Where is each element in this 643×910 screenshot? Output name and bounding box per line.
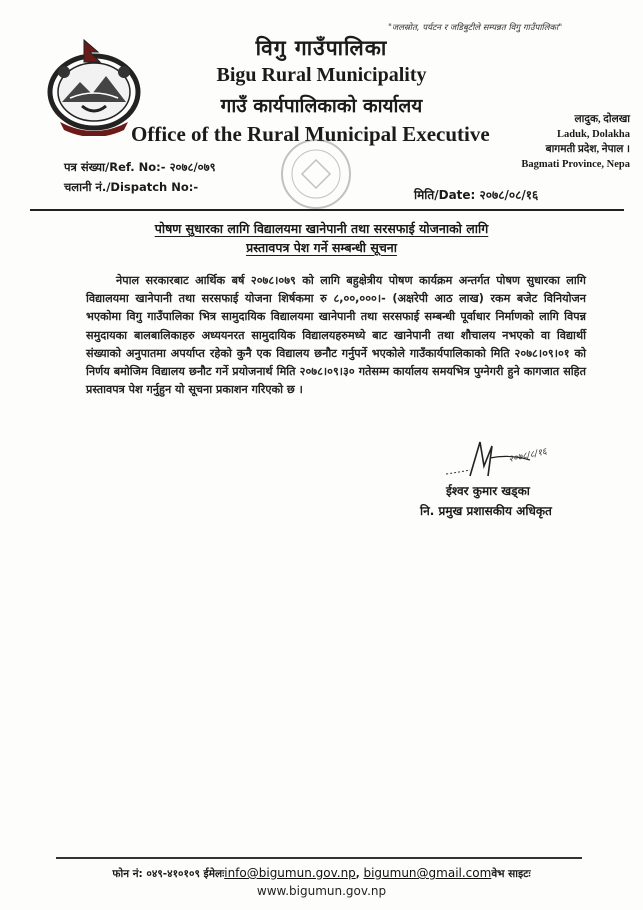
reference-value: २०७८/०७९ [169, 160, 216, 174]
header-slogan: "जलस्रोत, पर्यटन र जडिबुटीले सम्पन्नत विगु गाउँपालिका" [388, 23, 563, 33]
date-value: २०७८/०८/१६ [479, 188, 539, 202]
municipality-name-nepali: विगु गाउँपालिका [255, 36, 388, 60]
reference-label: पत्र संख्या/Ref. No:- [64, 160, 166, 174]
subject-line-1: पोषण सुधारका लागि विद्यालयमा खानेपानी तथा सरसफाई योजनाको लागि [154, 221, 489, 236]
email-link-info[interactable]: info@bigumun.gov.np [224, 866, 356, 880]
footer-divider [56, 857, 582, 859]
reference-number [64, 160, 216, 175]
signer-title: नि. प्रमुख प्रशासकीय अधिकृत [420, 504, 552, 518]
office-name-english: Office of the Rural Municipal Executive [131, 122, 490, 146]
phone-label: फोन नं: ०४९-४१०१०९ ईमेलः [112, 868, 225, 880]
handwritten-signature-icon [440, 436, 560, 482]
notice-subject [0, 219, 643, 257]
address-line: Laduk, Dolakha [557, 129, 630, 140]
signer-name: ईश्वर कुमार खड्का [446, 484, 530, 498]
signature-date: २०७८/८/१६ [507, 447, 548, 465]
email-link-gmail[interactable]: bigumun@gmail.com [363, 866, 492, 880]
notice-body [86, 272, 586, 399]
municipality-name-english: Bigu Rural Municipality [216, 64, 427, 86]
website-label: वेभ साइटः [491, 868, 531, 880]
header-divider [30, 209, 624, 211]
dispatch-number: चलानी नं./Dispatch No:- [64, 180, 199, 194]
office-address [506, 112, 630, 172]
address-line: बागमती प्रदेश, नेपाल । [545, 144, 630, 155]
body-paragraph: नेपाल सरकारबाट आर्थिक बर्ष २०७८।०७९ को लागि बहुक्षेत्रीय पोषण कार्यक्रम अन्तर्गत पोषण सुधारका लागि विद्यालयमा खानेपानी तथा सरसफाई योजना शिर्षकमा रु ८,००,०००।- (अक्षरेपी आठ लाख) रकम बजेट विनियोजन भएकोमा विगु गाउँपालिका भित्र सामुदायिक विद्यालयमा खानेपानी तथा सरसफाई सम्बन्धी पूर्वाधार निर्माणको लागि विपन्न समुदायका बालबालिकाहरु अध्ययनरत सामुदायिक विद्यालयहरुमध्ये बाट खानेपानी तथा शौचालय नभएको वा विद्यार्थी संख्याको अनुपातमा अपर्याप्त रहेको कुनै एक विद्यालय छनौट गर्नुपर्ने भएकोले गाउँकार्यपालिकाको मिति २०७८।०९।०१ को निर्णय बमोजिम विद्यालय छनौट गर्ने प्रयोजनार्थ मिति २०७८।०९।३० गतेसम्म कार्यालय समयभित्र पुग्नेगरी हुने कागजात सहित प्रस्तावपत्र पेश गर्नुहुन यो सूचना प्रकाशन गरिएको छ । [86, 274, 586, 397]
footer-contact [0, 866, 643, 881]
letter-date [414, 186, 538, 203]
address-line: लादुक, दोलखा [574, 114, 630, 125]
date-label: मिति/Date: [414, 188, 476, 202]
office-stamp-icon [270, 134, 362, 214]
subject-line-2: प्रस्तावपत्र पेश गर्ने सम्बन्धी सूचना [246, 240, 397, 255]
office-name-nepali: गाउँ कार्यपालिकाको कार्यालय [220, 95, 423, 117]
address-line: Bagmati Province, Nepa [521, 159, 630, 170]
email-separator: , [355, 868, 364, 880]
website-link[interactable]: www.bigumun.gov.np [256, 884, 387, 898]
